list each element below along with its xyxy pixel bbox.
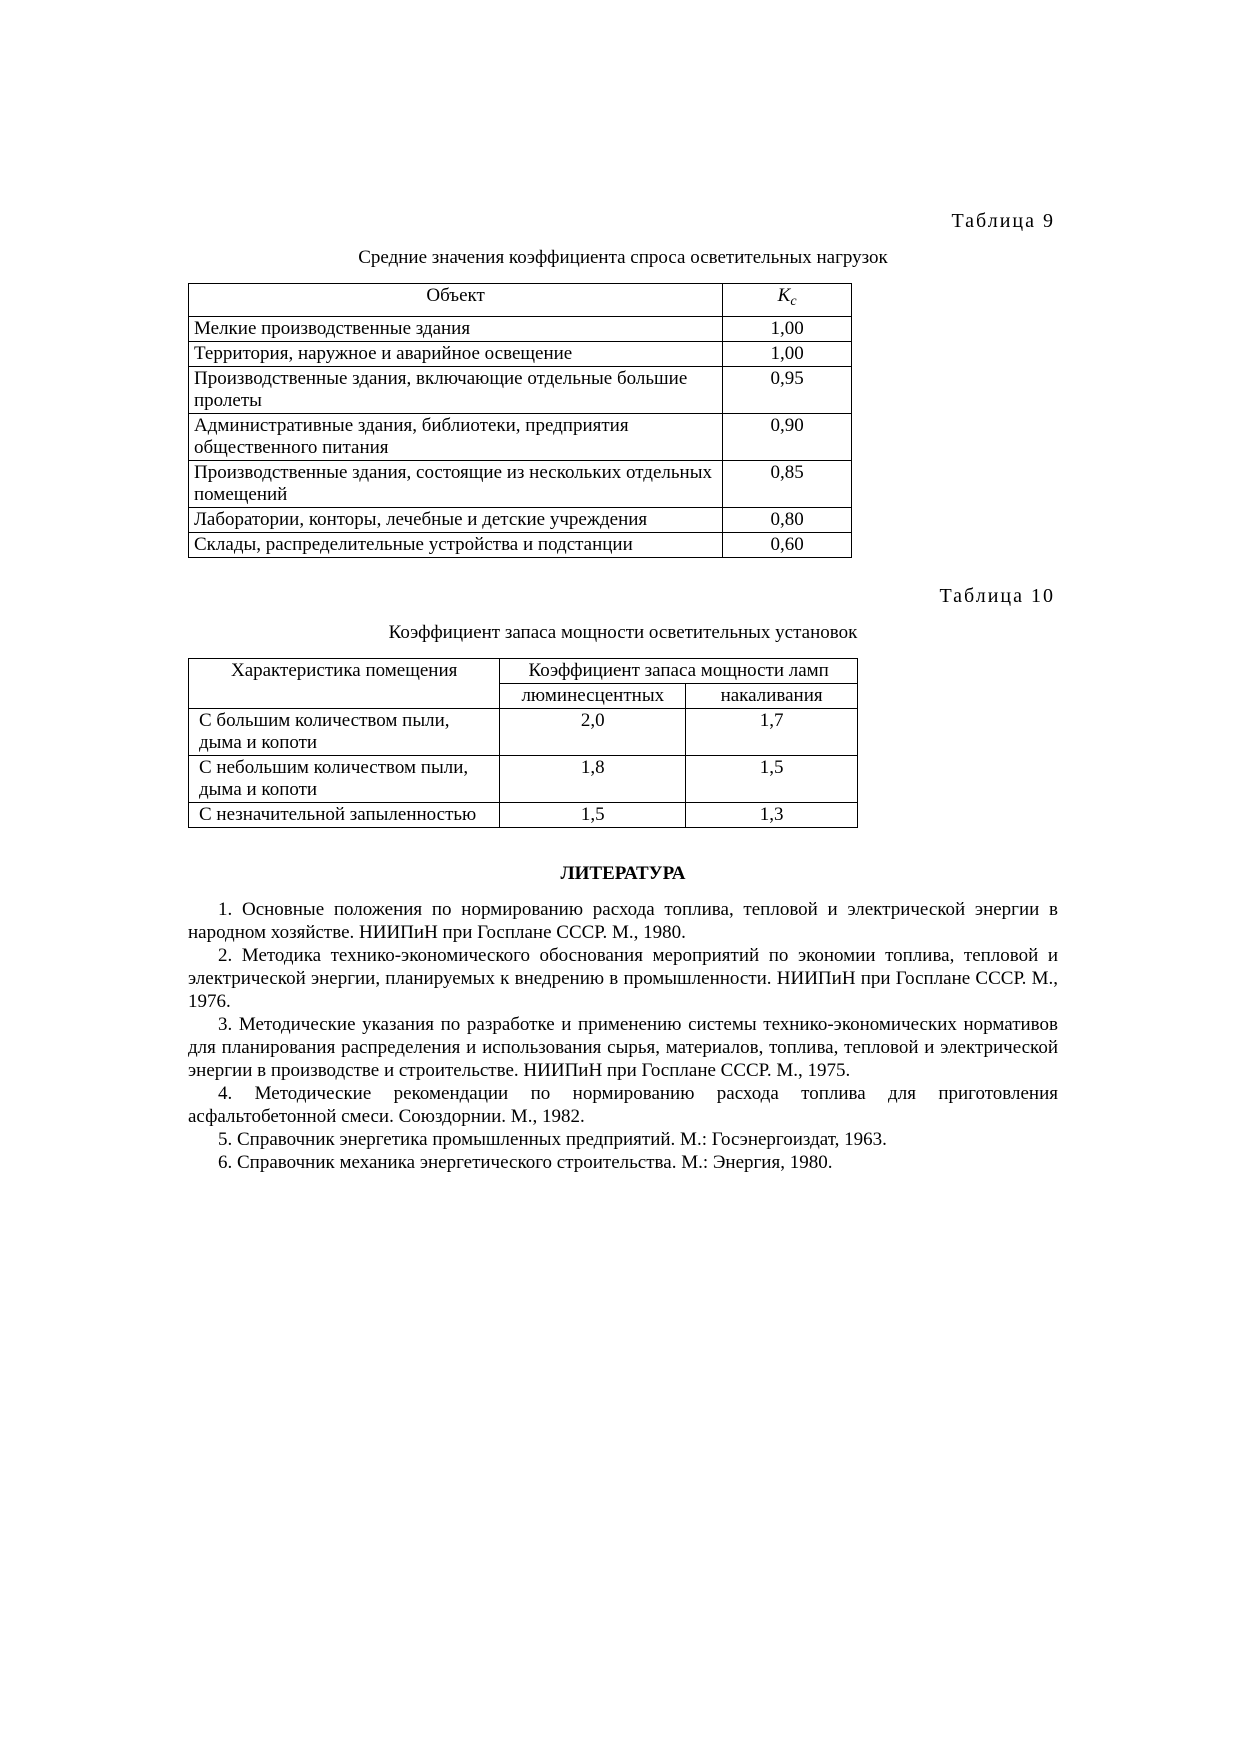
table-row xyxy=(189,803,858,828)
table9-header-coef xyxy=(723,284,852,317)
literature-item: 6. Справочник механика энергетического строительства. М.: Энергия, 1980. xyxy=(218,1152,833,1173)
table9-object-cell: Производственные здания, состоящие из нескольких отдельных помещений xyxy=(189,461,723,508)
table-row xyxy=(189,317,852,342)
table9-object-cell: Склады, распределительные устройства и подстанции xyxy=(189,533,723,558)
table10-caption: Коэффициент запаса мощности осветительных установок xyxy=(388,622,858,643)
table9-value-cell: 0,60 xyxy=(723,533,852,558)
table9-object-cell: Лаборатории, конторы, лечебные и детские учреждения xyxy=(189,508,723,533)
table9-object-cell: Территория, наружное и аварийное освещение xyxy=(189,342,723,367)
table9-value-cell: 0,85 xyxy=(723,461,852,508)
table9-header-coef-main: K xyxy=(777,285,791,306)
table10-inc-cell: 1,5 xyxy=(686,756,858,803)
table10-room-cell: С незначительной запыленностью xyxy=(189,803,500,828)
table10 xyxy=(188,658,858,828)
literature-list xyxy=(188,898,1058,1174)
table10-lum-cell: 1,8 xyxy=(500,756,686,803)
table9-header-coef-sub: c xyxy=(790,294,797,309)
table-row xyxy=(189,367,852,414)
table9-object-cell: Административные здания, библиотеки, предприятия общественного питания xyxy=(189,414,723,461)
table10-inc-cell: 1,3 xyxy=(686,803,858,828)
table10-header-room: Характеристика помещения xyxy=(189,659,500,709)
table9-object-cell: Мелкие производственные здания xyxy=(189,317,723,342)
table10-header-row xyxy=(189,659,858,684)
table-row xyxy=(189,756,858,803)
table10-room-cell: С небольшим количеством пыли, дыма и копоти xyxy=(189,756,500,803)
table-row xyxy=(189,461,852,508)
literature-item: 4. Методические рекомендации по нормированию расхода топлива для приготовления асфальтобетонной смеси. Союздорнии. М., 1982. xyxy=(188,1083,1058,1127)
literature-item: 2. Методика технико-экономического обоснования мероприятий по экономии топлива, тепловой и электрической энергии, планируемых к внедрению в промышленности. НИИПиН при Госплане СССР. М., 1976. xyxy=(188,945,1058,1012)
table9-value-cell: 0,90 xyxy=(723,414,852,461)
table-row xyxy=(189,342,852,367)
table9-value-cell: 1,00 xyxy=(723,317,852,342)
table10-room-cell: С большим количеством пыли, дыма и копоти xyxy=(189,709,500,756)
table9 xyxy=(188,283,852,558)
table9-caption: Средние значения коэффициента спроса осветительных нагрузок xyxy=(358,247,888,268)
table10-number: Таблица 10 xyxy=(939,585,1055,607)
table9-value-cell: 1,00 xyxy=(723,342,852,367)
table9-number: Таблица 9 xyxy=(951,210,1055,232)
literature-item: 1. Основные положения по нормированию расхода топлива, тепловой и электрической энергии в народном хозяйстве. НИИПиН при Госплане СССР. М., 1980. xyxy=(188,899,1058,943)
table-row xyxy=(189,414,852,461)
table9-header-object: Объект xyxy=(189,284,723,317)
literature-item: 3. Методические указания по разработке и применению системы технико-экономических нормативов для планирования распределения и использования сырья, материалов, топлива, тепловой и электрической энергии в производстве и строительстве. НИИПиН при Госплане СССР. М., 1975. xyxy=(188,1014,1058,1081)
table10-inc-cell: 1,7 xyxy=(686,709,858,756)
table9-header-row xyxy=(189,284,852,317)
literature-heading: ЛИТЕРАТУРА xyxy=(560,863,686,884)
table10-header-group: Коэффициент запаса мощности ламп xyxy=(500,659,858,684)
table-row xyxy=(189,533,852,558)
table9-value-cell: 0,80 xyxy=(723,508,852,533)
table9-value-cell: 0,95 xyxy=(723,367,852,414)
literature-item: 5. Справочник энергетика промышленных предприятий. М.: Госэнергоиздат, 1963. xyxy=(218,1129,887,1150)
table-row xyxy=(189,709,858,756)
table9-object-cell: Производственные здания, включающие отдельные большие пролеты xyxy=(189,367,723,414)
table-row xyxy=(189,508,852,533)
table10-lum-cell: 2,0 xyxy=(500,709,686,756)
table10-lum-cell: 1,5 xyxy=(500,803,686,828)
table10-header-inc: накаливания xyxy=(686,684,858,709)
table10-header-lum: люминесцентных xyxy=(500,684,686,709)
